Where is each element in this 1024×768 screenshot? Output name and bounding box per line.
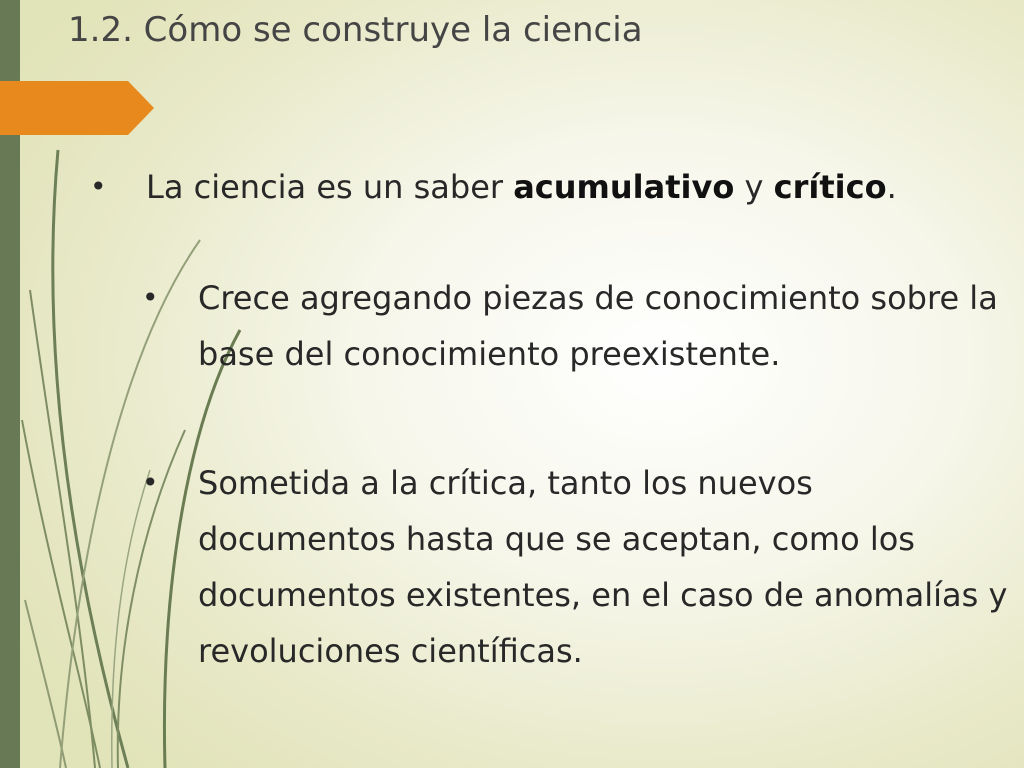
bullet-1-text-mid: y	[734, 168, 774, 206]
sub-bullet-item-2	[142, 455, 1010, 679]
bullet-1-bold-acumulativo: acumulativo	[513, 168, 735, 206]
bullet-marker: •	[90, 170, 107, 203]
sub-bullet-item-1	[142, 270, 1010, 382]
bullet-marker: •	[142, 281, 159, 314]
bullet-1-text-before: La ciencia es un saber	[146, 168, 514, 206]
bullet-text-1	[146, 162, 897, 212]
slide-title: 1.2. Cómo se construye la ciencia	[68, 10, 643, 50]
orange-arrow-tab-icon	[0, 81, 154, 135]
bullet-marker: •	[142, 466, 159, 499]
bullet-1-text-after: .	[886, 168, 897, 206]
bullet-1-bold-critico: crítico	[773, 168, 887, 206]
bullet-item-1	[90, 162, 990, 212]
sub-bullet-text-1: Crece agregando piezas de conocimiento sobre la base del conocimiento preexistente.	[198, 279, 998, 373]
sub-bullet-text-2: Sometida a la crítica, tanto los nuevos documentos hasta que se aceptan, como los documentos existentes, en el caso de anomalías y revoluciones científicas.	[198, 464, 1008, 670]
